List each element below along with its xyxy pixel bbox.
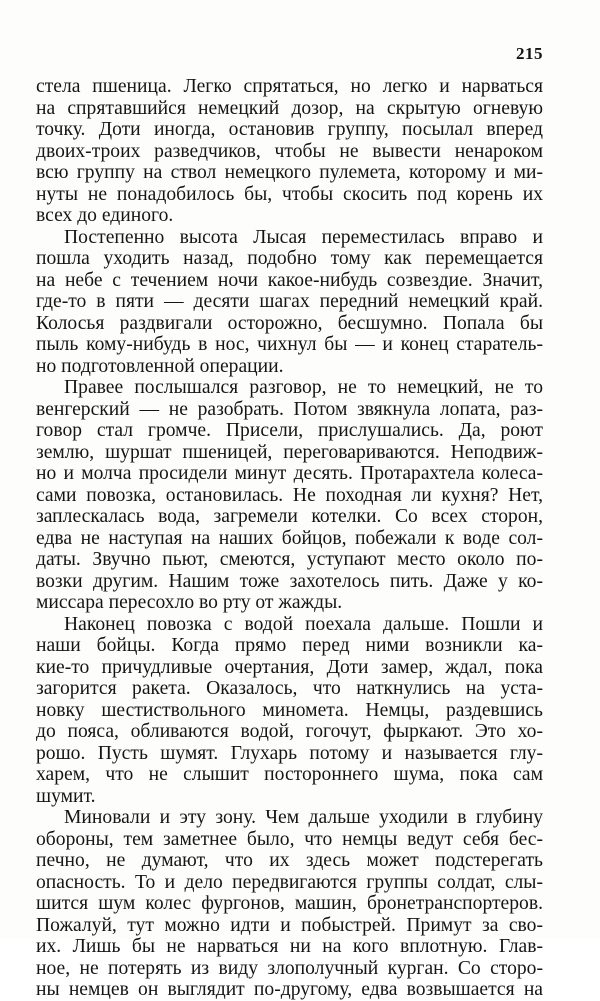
page-number: 215: [516, 44, 543, 63]
text-line: опасность. То и дело передвигаются группы солдат, слы-: [36, 871, 543, 893]
text-line: загорится ракета. Оказалось, что наткнулись на уста-: [36, 678, 543, 699]
text-line: ны немцев он выглядит по-другому, едва возвышается на: [36, 979, 543, 1000]
body-text: [36, 76, 543, 1001]
text-line: ное, не потерять из виду злополучный курган. Со сторо-: [36, 957, 543, 979]
text-line: миссара пересохло во рту от жажды.: [36, 592, 343, 613]
text-line: Правее послышался разговор, не то немецкий, не то: [64, 377, 543, 398]
text-line: на небе с течением ночи какое-нибудь созвездие. Значит,: [36, 269, 543, 291]
text-line: наши бойцы. Когда прямо перед ними возникли ка-: [36, 635, 543, 656]
text-line: точку. Доти иногда, остановив группу, посылал вперед: [36, 119, 543, 140]
text-line: возки другим. Нашим тоже захотелось пить. Даже у ко-: [36, 570, 543, 592]
text-line: сами повозка, остановилась. Не походная ли кухня? Нет,: [36, 484, 543, 506]
text-line: говор стал громче. Присели, прислушались. Да, роют: [36, 420, 543, 441]
text-line: их. Лишь бы не нарваться ни на кого вплотную. Глав-: [36, 936, 543, 957]
text-line: шится шум колес фургонов, машин, бронетранспортеров.: [36, 893, 543, 914]
text-line: нуты не понадобилось бы, чтобы скосить под корень их: [36, 183, 543, 205]
text-line: но подготовленной операции.: [36, 355, 284, 377]
paragraph-5: [36, 807, 543, 1001]
text-line: стела пшеница. Легко спрятаться, но легко и нарваться: [36, 76, 543, 97]
text-line: новку шестиствольного миномета. Немцы, раздевшись: [36, 699, 543, 721]
text-line: едва не наступая на наших бойцов, побежали к воде сол-: [36, 527, 543, 549]
text-line: венгерский — не разобрать. Потом звякнула лопата, раз-: [36, 398, 543, 420]
text-line: кие-то причудливые очертания, Доти замер, ждал, пока: [36, 656, 543, 678]
text-line: Наконец повозка с водой поехала дальше. Пошли и: [64, 613, 543, 635]
text-line: пошла уходить назад, подобно тому как перемещается: [36, 248, 543, 269]
text-line: рошо. Пусть шумят. Глухарь потому и называется глу-: [36, 742, 543, 764]
paragraph-4: [36, 614, 543, 808]
text-line: Миновали и эту зону. Чем дальше уходили в глубину: [64, 807, 543, 828]
text-line: Колосья раздвигали осторожно, бесшумно. Попала бы: [36, 312, 543, 334]
text-line: землю, шуршат пшеницей, переговариваются. Неподвиж-: [36, 441, 543, 463]
text-line: всех до единого.: [36, 205, 174, 226]
text-line: даты. Звучно пьют, смеются, уступают место около по-: [36, 549, 543, 570]
text-line: харем, что не слышит постороннего шума, пока сам: [36, 764, 543, 785]
text-line: заплескалась вода, загремели котелки. Со всех сторон,: [36, 506, 543, 527]
text-line: до пояса, обливаются водой, гогочут, фыркают. Это хо-: [36, 721, 543, 742]
text-line: шумит.: [36, 785, 96, 807]
text-line: пыль кому-нибудь в нос, чихнул бы — и конец старатель-: [36, 334, 543, 355]
text-line: двоих-троих разведчиков, чтобы не вывести ненароком: [36, 140, 543, 162]
text-line: Пожалуй, тут можно идти и побыстрей. Примут за сво-: [36, 914, 543, 936]
text-line: на спрятавшийся немецкий дозор, на скрытую огневую: [36, 97, 543, 119]
text-line: печно, не думают, что их здесь может подстерегать: [36, 850, 543, 871]
paragraph-2: [36, 227, 543, 378]
paragraph-1: [36, 76, 543, 227]
text-line: всю группу на ствол немецкого пулемета, которому и ми-: [36, 162, 543, 183]
text-line: где-то в пяти — десяти шагах передний немецкий край.: [36, 291, 543, 312]
text-line: но и молча просидели минут десять. Протарахтела колеса-: [36, 463, 543, 484]
paragraph-3: [36, 377, 543, 614]
text-line: обороны, тем заметнее было, что немцы ведут себя бес-: [36, 828, 543, 850]
text-line: Постепенно высота Лысая переместилась вправо и: [64, 226, 543, 248]
